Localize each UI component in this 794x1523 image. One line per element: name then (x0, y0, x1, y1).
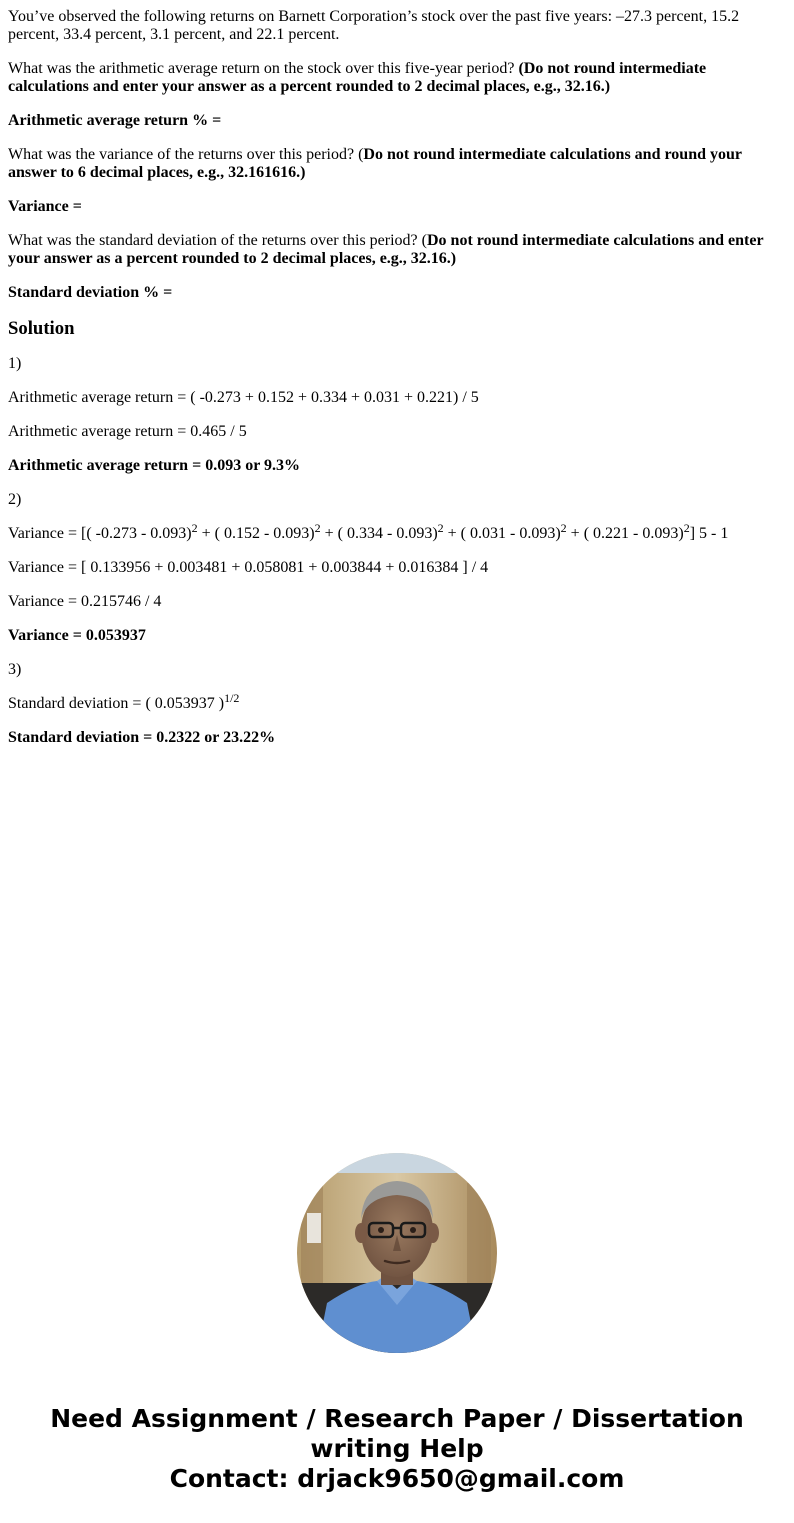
person-photo-icon (297, 1153, 497, 1353)
solution-part-3-number: 3) (8, 661, 22, 678)
std-dev-exponent: 1/2 (224, 691, 240, 705)
question-1-answer-label (8, 112, 784, 130)
solution-part-1-number: 1) (8, 355, 22, 372)
variance-term-3: + ( 0.334 - 0.093) (320, 525, 438, 542)
footer-banner (0, 1404, 794, 1494)
solution-heading: Solution (8, 318, 75, 339)
solution-part-2-line-3: Variance = 0.215746 / 4 (8, 593, 162, 610)
answer-label-average: Arithmetic average return % = (8, 112, 222, 129)
solution-part-3-line-1 (8, 691, 784, 713)
exponent-1: 2 (191, 521, 198, 535)
document-content (8, 8, 784, 763)
solution-part-2-line-2: Variance = [ 0.133956 + 0.003481 + 0.058081 + 0.003844 + 0.016384 ] / 4 (8, 559, 489, 576)
average-return-result: Arithmetic average return = 0.093 or 9.3% (8, 457, 301, 474)
exponent-3: 2 (437, 521, 444, 535)
author-avatar (297, 1153, 497, 1353)
variance-term-1: Variance = [( -0.273 - 0.093) (8, 525, 192, 542)
variance-term-2: + ( 0.152 - 0.093) (197, 525, 315, 542)
question-1 (8, 60, 784, 96)
question-3-text: What was the standard deviation of the returns over this period? ( (8, 232, 427, 249)
solution-part-3-result (8, 729, 784, 747)
std-dev-formula: Standard deviation = ( 0.053937 ) (8, 695, 225, 712)
answer-label-std-dev: Standard deviation % = (8, 284, 173, 301)
exponent-4: 2 (560, 521, 567, 535)
question-1-instruction: (Do not round intermediate calculations and enter your answer as a percent rounded to 2 decimal places, e.g., 32.16.) (8, 60, 707, 95)
footer-line-2: writing Help (310, 1434, 484, 1463)
std-dev-result: Standard deviation = 0.2322 or 23.22% (8, 729, 276, 746)
variance-term-5: + ( 0.221 - 0.093) (566, 525, 684, 542)
question-1-text: What was the arithmetic average return on the stock over this five-year period? (8, 60, 519, 77)
solution-part-2-variance-formula (8, 521, 784, 543)
variance-term-4: + ( 0.031 - 0.093) (443, 525, 561, 542)
footer-contact: Contact: drjack9650@gmail.com (169, 1464, 625, 1493)
variance-tail: ] 5 - 1 (689, 525, 729, 542)
solution-part-1-line-2: Arithmetic average return = 0.465 / 5 (8, 423, 247, 440)
question-3 (8, 232, 784, 268)
footer-line-1: Need Assignment / Research Paper / Dissertation (50, 1404, 744, 1433)
solution-part-2-result (8, 627, 784, 645)
question-3-answer-label (8, 284, 784, 302)
question-2-instruction: Do not round intermediate calculations and round your answer to 6 decimal places, e.g., 32.161616.) (8, 146, 742, 181)
variance-result: Variance = 0.053937 (8, 627, 146, 644)
question-2-text: What was the variance of the returns over this period? ( (8, 146, 364, 163)
solution-part-1-line-1: Arithmetic average return = ( -0.273 + 0.152 + 0.334 + 0.031 + 0.221) / 5 (8, 389, 479, 406)
question-3-instruction: Do not round intermediate calculations and enter your answer as a percent rounded to 2 decimal places, e.g., 32.16.) (8, 232, 764, 267)
exponent-5: 2 (683, 521, 690, 535)
question-2-answer-label (8, 198, 784, 216)
question-2 (8, 146, 784, 182)
solution-part-2-number: 2) (8, 491, 22, 508)
solution-part-1-result (8, 457, 784, 475)
answer-label-variance: Variance = (8, 198, 82, 215)
exponent-2: 2 (314, 521, 321, 535)
question-intro: You’ve observed the following returns on Barnett Corporation’s stock over the past five years: –27.3 percent, 15.2 percent, 33.4 percent, 3.1 percent, and 22.1 percent. (8, 8, 740, 43)
